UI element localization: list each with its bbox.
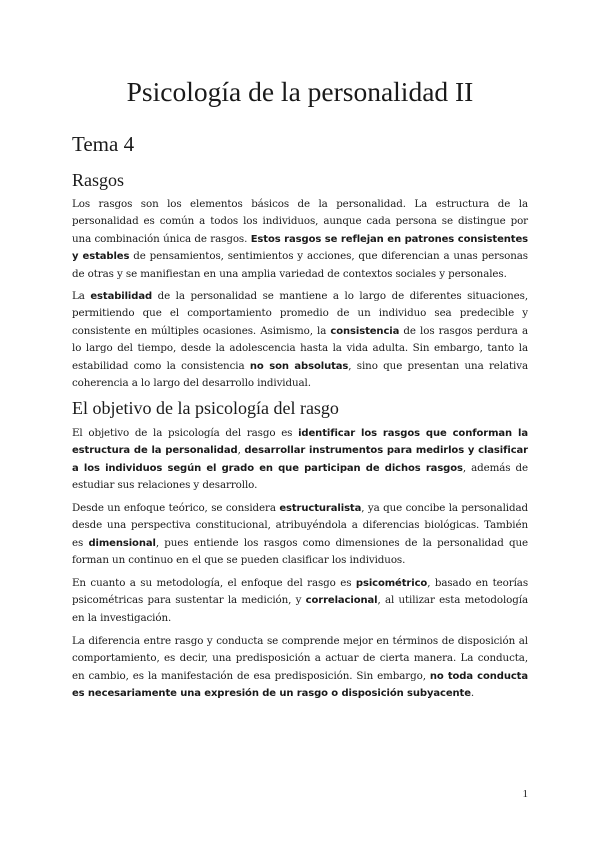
bold-emphasis: estructuralista	[279, 503, 362, 514]
bold-emphasis: dimensional	[88, 537, 156, 549]
bold-emphasis: Estos rasgos se reflejan en patrones consistentes y estables	[72, 233, 528, 263]
bold-emphasis: estabilidad	[90, 291, 153, 302]
paragraph-rasgo-conducta: La diferencia entre rasgo y conducta se comprende mejor en términos de disposición al comportamiento, es decir, una predisposición a actuar de cierta manera. La conducta, en cambio, es la manifestación de esa predisposición. Sin embargo, no toda conducta es necesariamente una expresión de un rasgo o disposición subyacente.	[72, 635, 529, 700]
bold-emphasis: correlacional	[305, 595, 378, 607]
bold-emphasis: no son absolutas	[249, 360, 349, 372]
document-page	[72, 0, 528, 848]
paragraph-enfoque-teorico: Desde un enfoque teórico, se considera estructuralista, ya que concibe la personalidad desde una perspectiva constitucional, atribuyéndola a diferencias biológicas. También es dimensional, pues entiende los rasgos como dimensiones de la personalidad que forman un continuo en el que se pueden clasificar los individuos.	[72, 502, 528, 567]
bold-emphasis: psicométrico	[355, 578, 428, 589]
bold-emphasis: identificar los rasgos que conforman la estructura de la personalidad	[72, 428, 528, 457]
paragraph-rasgos-intro: Los rasgos son los elementos básicos de la personalidad. La estructura de la personalidad es común a todos los individuos, aunque cada persona se distingue por una combinación única de rasgos. Estos rasgos se reflejan en patrones consistentes y estables de pensamientos, sentimientos y acciones, que diferencian a unas personas de otras y se manifiestan en una amplia variedad de contextos sociales y personales.	[72, 198, 528, 280]
bold-emphasis: desarrollar instrumentos para medirlos y clasificar a los individuos según el grado en que participan de dichos rasgos	[72, 445, 528, 474]
bold-emphasis: consistencia	[330, 325, 400, 337]
bold-emphasis: no toda conducta es necesariamente una expresión de un rasgo o disposición subyacente	[72, 670, 529, 700]
document-title: Psicología de la personalidad II	[126, 76, 474, 107]
paragraph-objetivo: El objetivo de la psicología del rasgo es identificar los rasgos que conforman la estructura de la personalidad, desarrollar instrumentos para medirlos y clasificar a los individuos según el grado en que participan de dichos rasgos, además de estudiar sus relaciones y desarrollo.	[72, 427, 528, 492]
paragraph-metodologia: En cuanto a su metodología, el enfoque del rasgo es psicométrico, basado en teorías psicométricas para sustentar la medición, y correlacional, al utilizar esta metodología en la investigación.	[72, 577, 529, 624]
paragraph-estabilidad: La estabilidad de la personalidad se mantiene a lo largo de diferentes situaciones, permitiendo que el comportamiento promedio de un individuo sea predecible y consistente en múltiples ocasiones. Asimismo, la consistencia de los rasgos perdura a lo largo del tiempo, desde la adolescencia hasta la vida adulta. Sin embargo, tanto la estabilidad como la consistencia no son absolutas, sino que presentan una relativa coherencia a lo largo del desarrollo individual.	[72, 290, 529, 390]
page-number: 1	[522, 788, 528, 800]
section-heading-objetivo: El objetivo de la psicología del rasgo	[72, 398, 339, 418]
section-heading-rasgos: Rasgos	[72, 170, 125, 190]
chapter-heading: Tema 4	[72, 132, 135, 156]
